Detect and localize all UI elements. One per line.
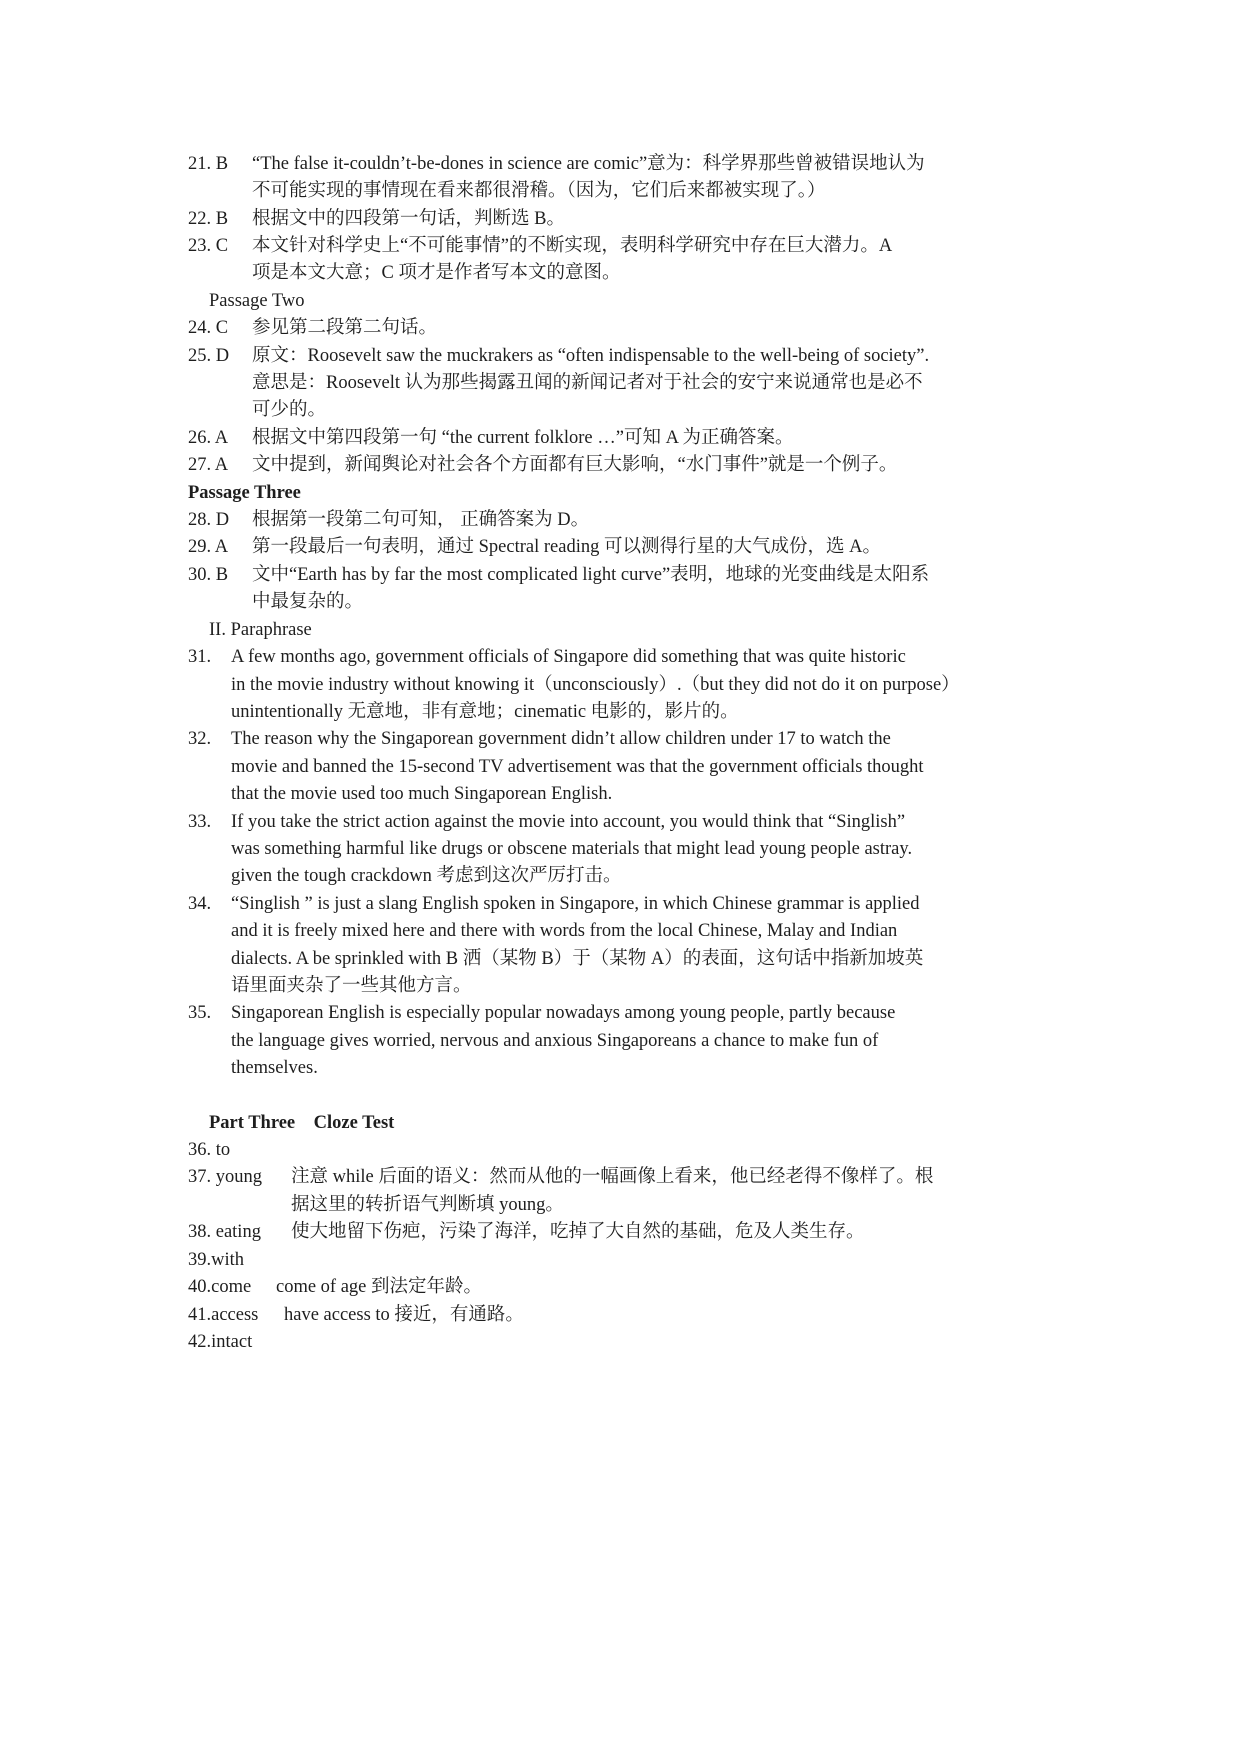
answer-35-cont: themselves. (231, 1058, 318, 1078)
answer-number: 38. eating (188, 1222, 261, 1242)
answer-25-cont: 可少的。 (252, 400, 327, 420)
answer-text: A few months ago, government officials of Singapore did something that was quite historic (231, 647, 906, 667)
answer-31-cont: unintentionally 无意地，非有意地；cinematic 电影的，影片的。 (231, 702, 739, 722)
answer-text: 注意 while 后面的语义：然而从他的一幅画像上看来，他已经老得不像样了。根 (291, 1167, 934, 1187)
answer-34-cont: dialects. A be sprinkled with B 洒（某物 B）于（某物 A）的表面，这句话中指新加坡英 (231, 949, 924, 969)
answer-34-cont: 语里面夹杂了一些其他方言。 (231, 976, 472, 996)
answer-number: 37. young (188, 1167, 262, 1187)
answer-number: 27. A (188, 455, 229, 475)
answer-34-cont: and it is freely mixed here and there with words from the local Chinese, Malay and Indian (231, 921, 898, 941)
part-three-heading: Part Three Cloze Test (209, 1113, 395, 1133)
answer-25-cont: 意思是：Roosevelt 认为那些揭露丑闻的新闻记者对于社会的安宁来说通常也是必不 (252, 373, 923, 393)
answer-text: 根据第一段第二句可知， 正确答案为 D。 (252, 510, 590, 530)
answer-text: 文中提到，新闻舆论对社会各个方面都有巨大影响，“水门事件”就是一个例子。 (252, 455, 898, 475)
answer-35-cont: the language gives worried, nervous and anxious Singaporeans a chance to make fun of (231, 1031, 879, 1051)
answer-number: 23. C (188, 236, 229, 256)
answer-40 (188, 1272, 1014, 1303)
answer-37-cont: 据这里的转折语气判断填 young。 (291, 1195, 564, 1215)
answer-text: 第一段最后一句表明，通过 Spectral reading 可以测得行星的大气成份，选 A。 (252, 537, 881, 557)
answer-text: have access to 接近，有通路。 (284, 1305, 524, 1325)
answer-29 (188, 532, 1014, 563)
answer-33-cont: given the tough crackdown 考虑到这次严厉打击。 (231, 866, 622, 886)
answer-32 (188, 724, 1014, 755)
paraphrase-heading: II. Paraphrase (209, 620, 312, 640)
answer-text: 原文：Roosevelt saw the muckrakers as “often indispensable to the well-being of society”. (252, 346, 930, 366)
answer-21-cont: 不可能实现的事情现在看来都很滑稽。（因为，它们后来都被实现了。） (252, 181, 826, 201)
answer-38 (188, 1217, 1014, 1248)
answer-number: 29. A (188, 537, 229, 557)
answer-text: The reason why the Singaporean government didn’t allow children under 17 to watch the (231, 729, 891, 749)
passage-two-heading: Passage Two (209, 291, 305, 311)
answer-text: 根据文中的四段第一句话，判断选 B。 (252, 209, 565, 229)
answer-number: 34. (188, 894, 212, 914)
answer-30-cont: 中最复杂的。 (252, 592, 364, 612)
answer-36: 36. to (188, 1140, 231, 1160)
answer-number: 22. B (188, 209, 229, 229)
answer-39: 39.with (188, 1250, 245, 1270)
answer-42: 42.intact (188, 1332, 253, 1352)
answer-text: “The false it-couldn’t-be-dones in science are comic”意为：科学界那些曾被错误地认为 (252, 154, 925, 174)
answer-33-cont: was something harmful like drugs or obscene materials that might lead young people astray. (231, 839, 913, 859)
answer-number: 21. B (188, 154, 229, 174)
answer-24 (188, 313, 1014, 344)
answer-number: 24. C (188, 318, 229, 338)
answer-31 (188, 642, 1014, 673)
answer-number: 35. (188, 1003, 212, 1023)
answer-32-cont: movie and banned the 15-second TV advertisement was that the government officials thought (231, 757, 924, 777)
answer-number: 32. (188, 729, 212, 749)
answer-number: 41.access (188, 1305, 259, 1325)
answer-number: 28. D (188, 510, 230, 530)
answer-text: 参见第二段第二句话。 (252, 318, 438, 338)
answer-27 (188, 450, 1014, 481)
answer-number: 33. (188, 812, 212, 832)
answer-text: 文中“Earth has by far the most complicated light curve”表明，地球的光变曲线是太阳系 (252, 565, 930, 585)
answer-text: “Singlish ” is just a slang English spoken in Singapore, in which Chinese grammar is applied (231, 894, 920, 914)
answer-number: 30. B (188, 565, 229, 585)
answer-32-cont: that the movie used too much Singaporean English. (231, 784, 613, 804)
answer-23-cont: 项是本文大意；C 项才是作者写本文的意图。 (252, 263, 621, 283)
answer-31-cont: in the movie industry without knowing it（unconsciously）.（but they did not do it on purpose） (231, 675, 960, 695)
answer-37 (188, 1162, 1014, 1193)
answer-text: 根据文中第四段第一句 “the current folklore …”可知 A 为正确答案。 (252, 428, 794, 448)
answer-number: 40.come (188, 1277, 252, 1297)
answer-text: 使大地留下伤疤，污染了海洋，吃掉了大自然的基础，危及人类生存。 (291, 1222, 865, 1242)
answer-number: 31. (188, 647, 212, 667)
answer-number: 26. A (188, 428, 229, 448)
answer-text: Singaporean English is especially popular nowadays among young people, partly because (231, 1003, 896, 1023)
answer-text: If you take the strict action against the movie into account, you would think that “Singlish” (231, 812, 906, 832)
answer-text: come of age 到法定年龄。 (276, 1277, 483, 1297)
passage-three-heading: Passage Three (188, 483, 301, 503)
answer-text: 本文针对科学史上“不可能事情”的不断实现，表明科学研究中存在巨大潜力。A (252, 236, 893, 256)
answer-35 (188, 998, 1014, 1029)
answer-number: 25. D (188, 346, 230, 366)
